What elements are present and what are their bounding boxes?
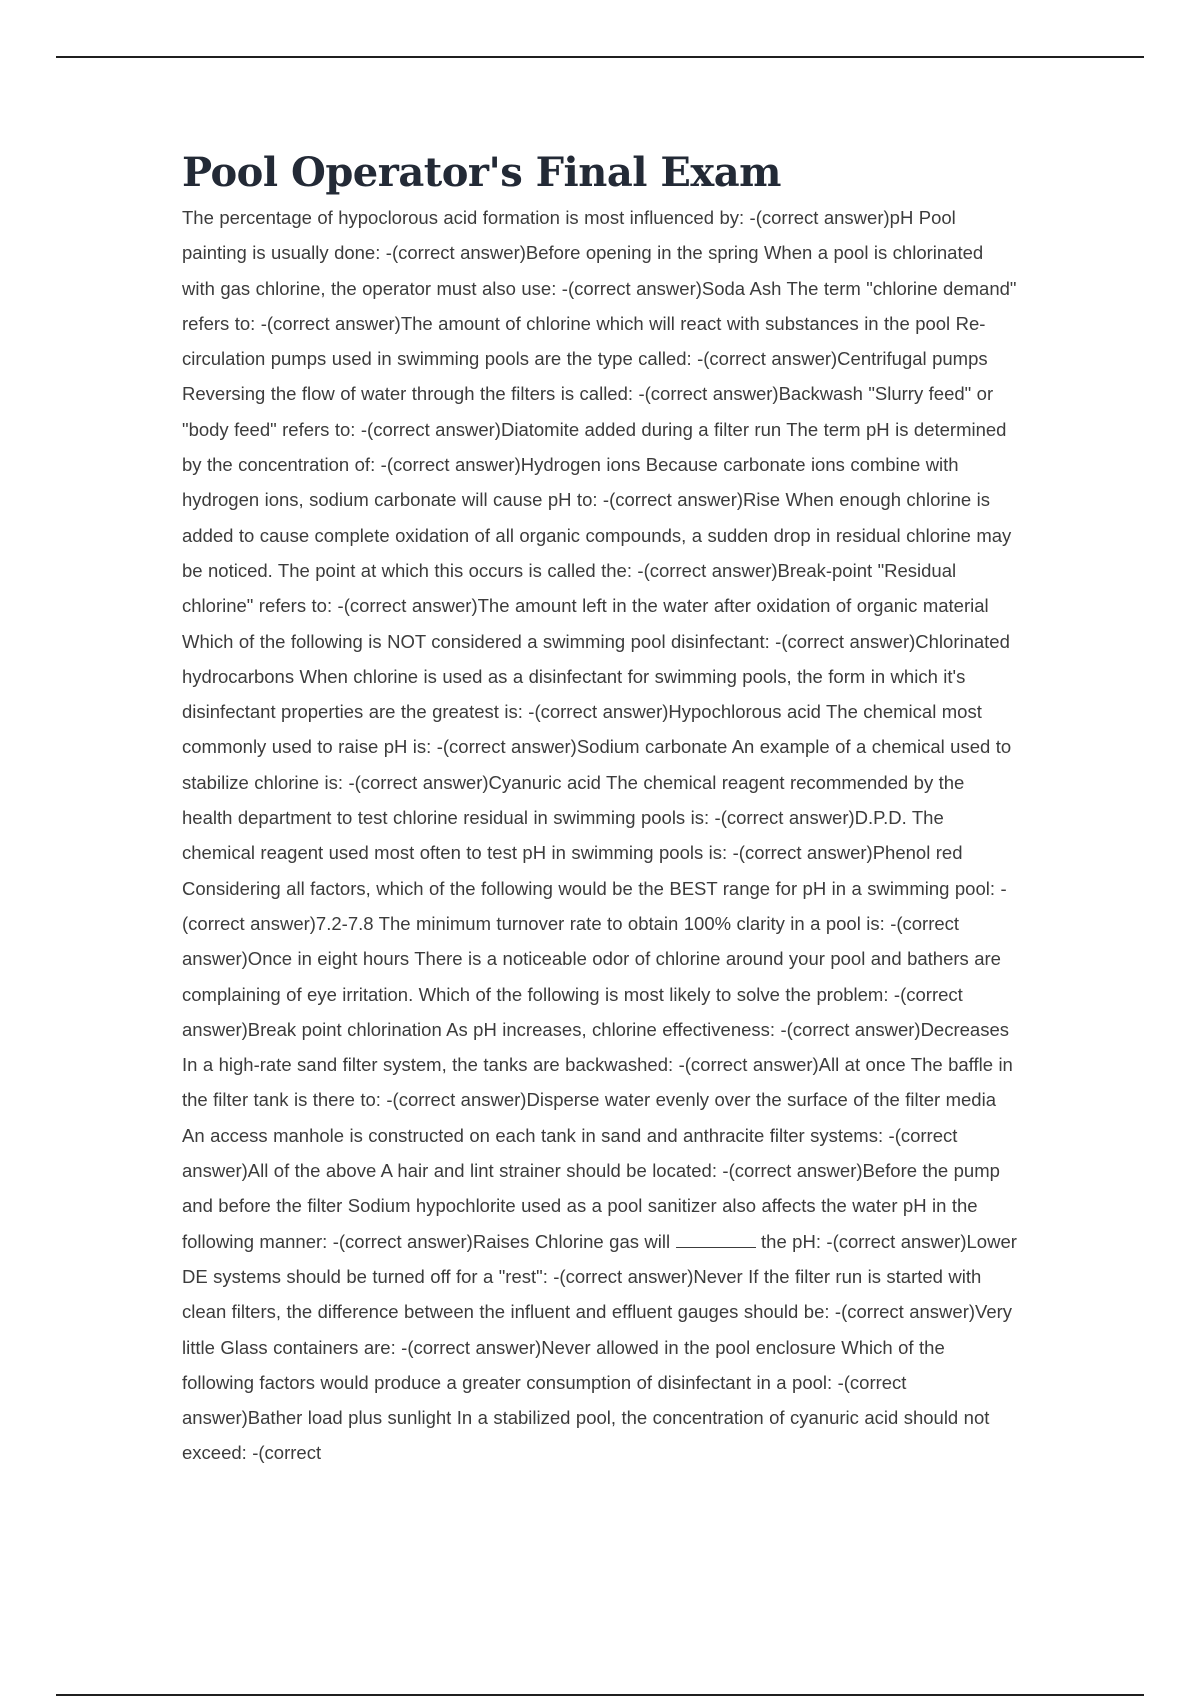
fill-in-blank [676,1231,756,1248]
body-paragraph [182,200,1018,1471]
bottom-rule [56,1694,1144,1696]
top-rule [56,56,1144,58]
body-text-part-2: the pH: -(correct answer)Lower DE systems should be turned off for a "rest": -(correct answer)Never If the filter run is started with clean filters, the difference between the influent and effluent gauges should be: -(correct answer)Very little Glass containers are: -(correct answer)Never allowed in the pool enclosure Which of the following factors would produce a greater consumption of disinfectant in a pool: -(correct answer)Bather load plus sunlight In a stabilized pool, the concentration of cyanuric acid should not exceed: -(correct [182,1230,1017,1464]
page-content [182,148,1018,1471]
document-title: Pool Operator's Final Exam [182,149,781,196]
body-text-part-1: The percentage of hypoclorous acid formation is most influenced by: -(correct answer)pH Pool painting is usually done: -(correct answer)Before opening in the spring When a pool is chlorinated with gas chlorine, the operator must also use: -(correct answer)Soda Ash The term "chlorine demand" refers to: -(correct answer)The amount of chlorine which will react with substances in the pool Re-circulation pumps used in swimming pools are the type called: -(correct answer)Centrifugal pumps Reversing the flow of water through the filters is called: -(correct answer)Backwash "Slurry feed" or "body feed" refers to: -(correct answer)Diatomite added during a filter run The term pH is determined by the concentration of: -(correct answer)Hydrogen ions Because carbonate ions combine with hydrogen ions, sodium carbonate will cause pH to: -(correct answer)Rise When enough chlorine is added to cause complete oxidation of all organic compounds, a sudden drop in residual chlorine may be noticed. The point at which this occurs is called the: -(correct answer)Break-point "Residual chlorine" refers to: -(correct answer)The amount left in the water after oxidation of organic material Which of the following is NOT considered a swimming pool disinfectant: -(correct answer)Chlorinated hydrocarbons When chlorine is used as a disinfectant for swimming pools, the form in which it's disinfectant properties are the greatest is: -(correct answer)Hypochlorous acid The chemical most commonly used to raise pH is: -(correct answer)Sodium carbonate An example of a chemical used to stabilize chlorine is: -(correct answer)Cyanuric acid The chemical reagent recommended by the health department to test chlorine residual in swimming pools is: -(correct answer)D.P.D. The chemical reagent used most often to test pH in swimming pools is: -(correct answer)Phenol red Considering all factors, which of the following would be the BEST range for pH in a swimming pool: -(correct answer)7.2-7.8 The minimum turnover rate to obtain 100% clarity in a pool is: -(correct answer)Once in eight hours There is a noticeable odor of chlorine around your pool and bathers are complaining of eye irritation. Which of the following is most likely to solve the problem: -(correct answer)Break point chlorination As pH increases, chlorine effectiveness: -(correct answer)Decreases In a high-rate sand filter system, the tanks are backwashed: -(correct answer)All at once The baffle in the filter tank is there to: -(correct answer)Disperse water evenly over the surface of the filter media An access manhole is constructed on each tank in sand and anthracite filter systems: -(correct answer)All of the above A hair and lint strainer should be located: -(correct answer)Before the pump and before the filter Sodium hypochlorite used as a pool sanitizer also affects the water pH in the following manner: -(correct answer)Raises Chlorine gas will [182,207,1017,1252]
